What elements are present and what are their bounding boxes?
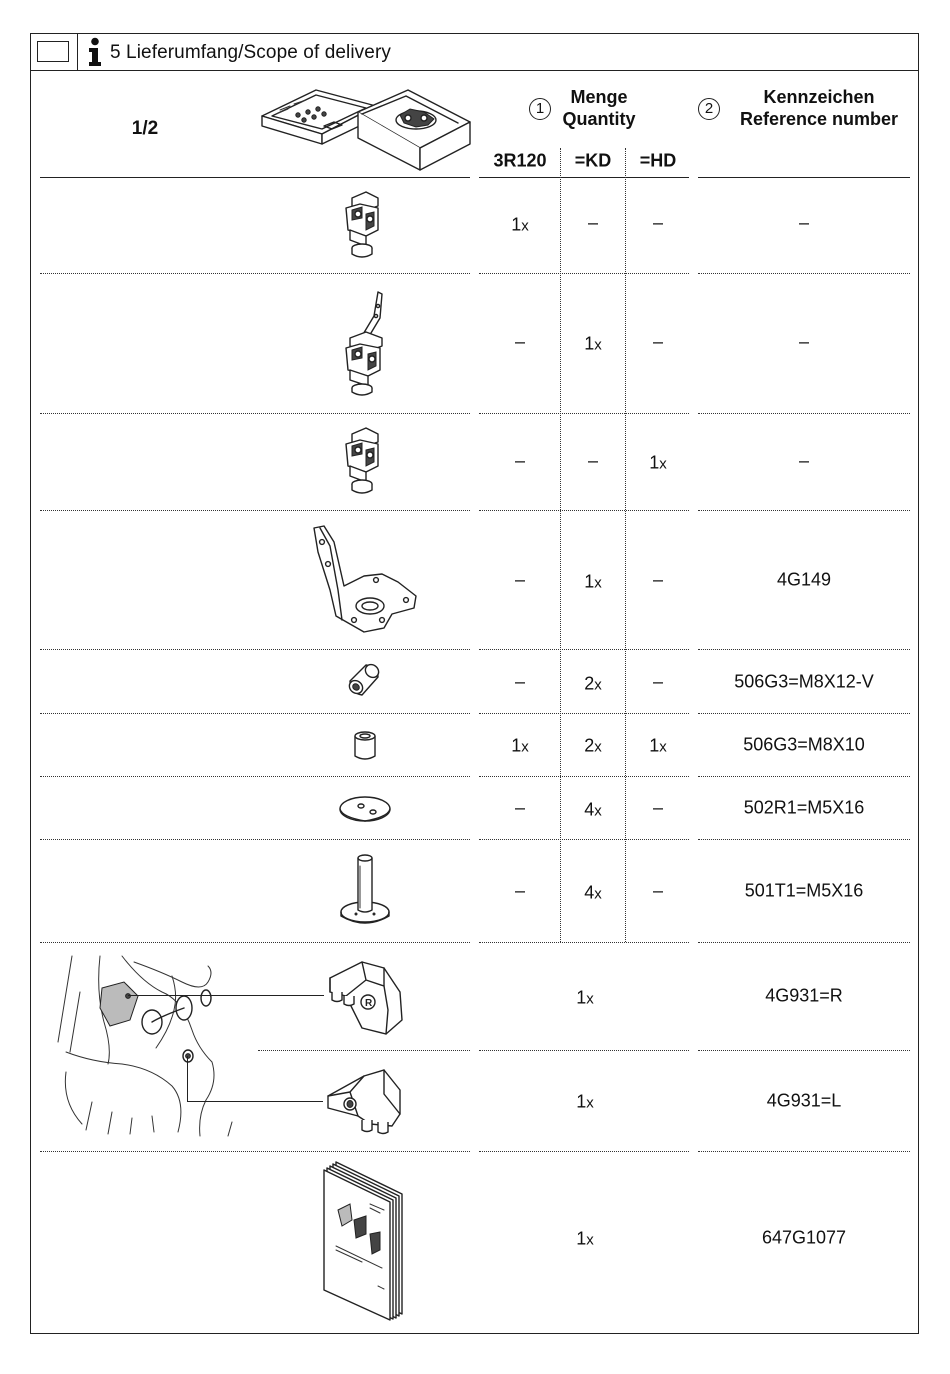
reference-number: – <box>798 331 810 352</box>
reference-heading <box>724 86 914 130</box>
column-divider <box>625 148 626 942</box>
row-rule <box>479 713 689 714</box>
row-rule <box>40 839 470 840</box>
row-rule <box>40 413 470 414</box>
row-rule <box>479 273 689 274</box>
qty-hd: 1x <box>649 735 667 756</box>
column-divider <box>560 148 561 942</box>
spacer-angled-icon <box>344 661 384 701</box>
row-rule <box>698 273 910 274</box>
qty-stop-left: 1x <box>576 1091 594 1112</box>
row-rule <box>479 649 689 650</box>
svg-text:R: R <box>365 998 373 1009</box>
spacer-icon <box>352 729 378 763</box>
qty-hd: 1x <box>649 452 667 473</box>
reference-number: 4G931=L <box>766 1090 842 1111</box>
variant-header-3r120: 3R120 <box>493 150 547 171</box>
qty-kd: 2x <box>584 673 602 694</box>
row-rule <box>698 942 910 943</box>
reference-number-badge: 2 <box>698 98 720 120</box>
info-icon <box>85 37 105 67</box>
product-box-icon <box>258 82 473 174</box>
qty-kd: 4x <box>584 799 602 820</box>
reference-number: – <box>798 212 810 233</box>
qty-3r120: – <box>514 797 526 818</box>
row-rule <box>698 413 910 414</box>
row-rule <box>479 413 689 414</box>
row-rule <box>40 273 470 274</box>
row-rule <box>698 776 910 777</box>
row-rule <box>40 713 470 714</box>
qty-kd: 1x <box>584 333 602 354</box>
checkbox[interactable] <box>37 41 69 62</box>
reference-title-de: Kennzeichen <box>763 87 875 107</box>
row-rule <box>479 1151 689 1152</box>
qty-kd: 4x <box>584 882 602 903</box>
leader-line-left <box>187 1056 188 1102</box>
page-label: 1/2 <box>131 118 159 139</box>
row-rule <box>698 713 910 714</box>
row-rule <box>479 510 689 511</box>
qty-3r120: – <box>514 331 526 352</box>
row-rule <box>40 510 470 511</box>
reference-number: 506G3=M8X12-V <box>734 671 874 692</box>
stop-right-icon <box>322 956 412 1038</box>
header-divider <box>77 33 78 71</box>
qty-kd: – <box>587 212 599 233</box>
quantity-title-en: Quantity <box>562 109 636 129</box>
reference-number: 506G3=M8X10 <box>743 734 865 755</box>
reference-number: 501T1=M5X16 <box>744 880 864 901</box>
knee-joint-hd-icon <box>336 426 390 498</box>
section-header <box>30 33 919 71</box>
reference-number: – <box>798 450 810 471</box>
washer-icon <box>338 792 392 824</box>
qty-hd: – <box>652 331 664 352</box>
stop-left-icon <box>322 1064 412 1144</box>
quantity-number-badge: 1 <box>529 98 551 120</box>
qty-hd: – <box>652 880 664 901</box>
reference-number: 502R1=M5X16 <box>743 797 865 818</box>
row-rule <box>698 1151 910 1152</box>
knee-joint-3r120-icon <box>336 190 390 262</box>
header-rule-reference <box>698 177 910 178</box>
reference-number: 4G931=R <box>765 985 843 1006</box>
qty-hd: – <box>652 212 664 233</box>
quantity-title-de: Menge <box>570 87 628 107</box>
row-rule <box>698 649 910 650</box>
leader-line-left <box>187 1101 323 1102</box>
qty-3r120: – <box>514 569 526 590</box>
qty-3r120: 1x <box>511 214 529 235</box>
row-rule <box>40 776 470 777</box>
qty-3r120: – <box>514 450 526 471</box>
row-rule <box>479 776 689 777</box>
row-rule <box>40 942 470 943</box>
variant-header-kd: =KD <box>574 150 612 171</box>
qty-hd: – <box>652 671 664 692</box>
qty-3r120: – <box>514 880 526 901</box>
row-rule <box>698 1050 910 1051</box>
qty-3r120: – <box>514 671 526 692</box>
variant-header-hd: =HD <box>639 150 677 171</box>
section-title: 5 Lieferumfang/Scope of delivery <box>110 42 391 63</box>
quantity-heading <box>556 86 642 130</box>
qty-kd: – <box>587 450 599 471</box>
reference-number: 647G1077 <box>761 1227 847 1248</box>
row-rule <box>479 942 689 943</box>
bracket-icon <box>306 524 422 636</box>
manual-booklet-icon <box>318 1158 408 1320</box>
leader-line-right <box>128 995 324 996</box>
header-rule-quantity <box>479 177 689 178</box>
row-rule <box>698 839 910 840</box>
qty-hd: – <box>652 797 664 818</box>
row-rule <box>40 1151 470 1152</box>
qty-kd: 1x <box>584 571 602 592</box>
screw-icon <box>338 852 392 928</box>
reference-title-en: Reference number <box>739 109 899 129</box>
knee-joint-kd-icon <box>338 290 394 398</box>
reference-number: 4G149 <box>776 569 832 590</box>
qty-kd: 2x <box>584 735 602 756</box>
row-rule <box>479 839 689 840</box>
row-rule <box>40 649 470 650</box>
row-rule <box>479 1050 689 1051</box>
knee-assembly-illustration <box>52 952 302 1138</box>
qty-stop-right: 1x <box>576 987 594 1008</box>
header-rule-item <box>40 177 470 178</box>
row-rule <box>698 510 910 511</box>
qty-manual: 1x <box>576 1228 594 1249</box>
qty-3r120: 1x <box>511 735 529 756</box>
qty-hd: – <box>652 569 664 590</box>
